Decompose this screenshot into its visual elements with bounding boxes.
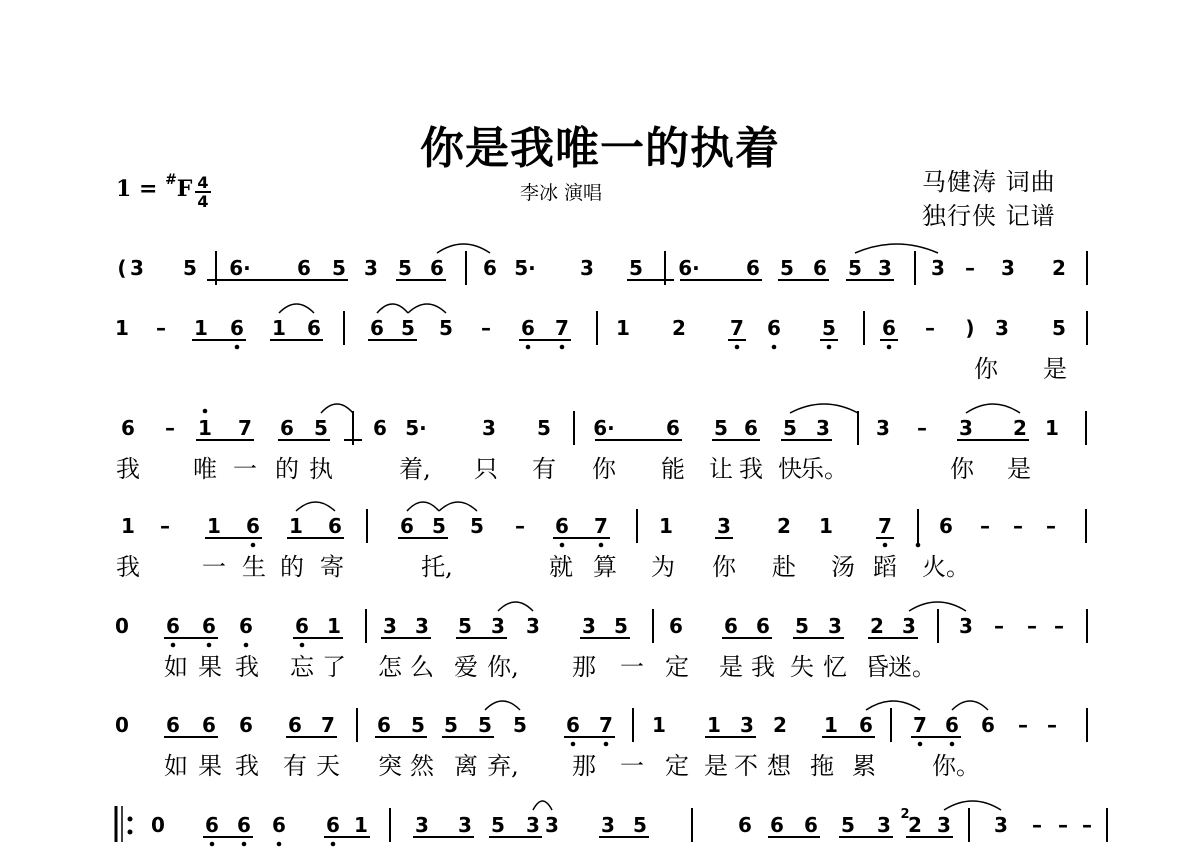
lyric-syllable: 有 — [532, 455, 556, 483]
lyric-syllable: 失 — [790, 653, 814, 681]
note: 6 — [373, 416, 387, 440]
note: 1 — [707, 713, 721, 737]
lyric-syllable: 定 — [665, 653, 689, 681]
note: 6 — [767, 316, 781, 340]
lyric-syllable: 你 — [592, 455, 616, 483]
note: 7 — [238, 416, 252, 440]
dash: – — [481, 316, 491, 340]
low-octave-dot — [277, 842, 282, 847]
note: 6 — [744, 416, 758, 440]
note: 5 — [432, 514, 446, 538]
lyric-syllable: 我 — [116, 553, 140, 581]
lyric-syllable: 你, — [487, 653, 519, 681]
low-octave-dot — [883, 543, 888, 548]
note: 6 — [377, 713, 391, 737]
key-signature: 1 = #F — [116, 172, 193, 202]
note: 6· — [678, 256, 700, 280]
lyric-syllable: 蹈 — [873, 553, 897, 581]
lyric-syllable: 的 — [280, 553, 304, 581]
note: 6 — [813, 256, 827, 280]
lyric-syllable: 着, — [399, 455, 431, 483]
lyric-syllable: 算 — [593, 553, 617, 581]
tie-slur — [437, 244, 490, 253]
tie-slur — [279, 304, 314, 313]
note: 0 — [115, 614, 129, 638]
lyric-syllable: 了 — [322, 653, 346, 681]
note: 5 — [1052, 316, 1066, 340]
note: 5 — [513, 713, 527, 737]
lyric-syllable: 是 — [1043, 355, 1067, 383]
lyric-syllable: 汤 — [831, 553, 855, 581]
lyric-syllable: 不 — [734, 752, 758, 780]
dash: – — [1046, 514, 1056, 538]
note: 6 — [370, 316, 384, 340]
note: 5 — [633, 813, 647, 837]
lyric-syllable: 天 — [316, 752, 340, 780]
note: 6· — [229, 256, 251, 280]
dash: – — [1032, 813, 1042, 837]
lyric-syllable: 突 — [378, 752, 402, 780]
note: 7 — [913, 713, 927, 737]
note: 3 — [491, 614, 505, 638]
lyric-syllable: 然 — [410, 752, 434, 780]
lyric-syllable: 能 — [661, 455, 685, 483]
note: 6 — [202, 614, 216, 638]
lyric-syllable: 为 — [651, 553, 675, 581]
note: 5· — [405, 416, 427, 440]
lyric-syllable: 你 — [974, 355, 998, 383]
note: 5 — [314, 416, 328, 440]
song-title: 你是我唯一的执着 — [420, 123, 780, 174]
note: 7 — [599, 713, 613, 737]
note: 3 — [526, 813, 540, 837]
note: 6 — [272, 813, 286, 837]
note: 1 — [121, 514, 135, 538]
lyric-syllable: 怎 — [378, 653, 402, 681]
tie-slur — [866, 701, 920, 710]
lyric-syllable: 离 — [454, 752, 478, 780]
note: 1 — [659, 514, 673, 538]
note: 1 — [327, 614, 341, 638]
note: 5 — [537, 416, 551, 440]
lyric-syllable: 忆 — [823, 653, 847, 681]
lyric-syllable: 生 — [242, 553, 266, 581]
lyric-syllable: 我 — [235, 653, 259, 681]
note: 6 — [566, 713, 580, 737]
lyric-syllable: 只 — [474, 455, 498, 483]
lyric-syllable: 是 — [1007, 455, 1031, 483]
note: 1 — [272, 316, 286, 340]
note: 7 — [555, 316, 569, 340]
note: 3 — [959, 416, 973, 440]
note: 2 — [777, 514, 791, 538]
note: 6 — [400, 514, 414, 538]
note: 1 — [115, 316, 129, 340]
lyric-syllable: 忘 — [290, 653, 314, 681]
lyric-syllable: 火。 — [922, 553, 970, 581]
note: 2 — [1052, 256, 1066, 280]
lyric-syllable: 如 — [164, 752, 188, 780]
tie-slur — [408, 304, 446, 313]
note: 5 — [848, 256, 862, 280]
lyric-syllable: 让 — [709, 455, 733, 483]
dash: – — [980, 514, 990, 538]
note: 3 — [582, 614, 596, 638]
lyric-syllable: 如 — [164, 653, 188, 681]
lyric-syllable: 就 — [549, 553, 573, 581]
singer-credit: 李冰 演唱 — [520, 182, 603, 204]
dash: – — [1058, 813, 1068, 837]
low-octave-dot — [772, 345, 777, 350]
note: 6 — [239, 614, 253, 638]
lyric-syllable: 昏 — [865, 653, 889, 681]
low-octave-dot — [916, 543, 921, 548]
lyric-syllable: 是 — [704, 752, 728, 780]
note: 5 — [478, 713, 492, 737]
low-octave-dot — [526, 345, 531, 350]
sharp-sign: # — [165, 172, 177, 188]
dash: – — [1013, 514, 1023, 538]
note: 3 — [902, 614, 916, 638]
dash: – — [156, 316, 166, 340]
note: 6 — [483, 256, 497, 280]
tie-slur — [407, 502, 439, 511]
note: 5 — [439, 316, 453, 340]
note: 5· — [514, 256, 536, 280]
note: 5 — [629, 256, 643, 280]
tie-slur — [439, 502, 477, 511]
low-octave-dot — [735, 345, 740, 350]
dash: – — [165, 416, 175, 440]
lyric-syllable: 果 — [198, 653, 222, 681]
dash: – — [994, 614, 1004, 638]
lyric-syllable: 一 — [620, 653, 644, 681]
note: 3 — [415, 614, 429, 638]
lyric-syllable: 我 — [116, 455, 140, 483]
note: 3 — [601, 813, 615, 837]
lyric-syllable: 你。 — [932, 752, 980, 780]
note: 2 — [773, 713, 787, 737]
low-octave-dot — [171, 643, 176, 648]
note: 3 — [877, 813, 891, 837]
lyric-syllable: 有 — [283, 752, 307, 780]
note: 3 — [995, 316, 1009, 340]
note: 6 — [326, 813, 340, 837]
lyric-syllable: 弃, — [487, 752, 519, 780]
low-octave-dot — [331, 842, 336, 847]
note: 5 — [401, 316, 415, 340]
low-octave-dot — [950, 742, 955, 747]
note: 5 — [444, 713, 458, 737]
tie-slur — [944, 801, 1001, 810]
lyric-syllable: 一 — [620, 752, 644, 780]
lyric-syllable: 迷。 — [888, 653, 936, 681]
note: 3 — [130, 256, 144, 280]
note: 1 — [824, 713, 838, 737]
note: 6 — [555, 514, 569, 538]
note: 3 — [878, 256, 892, 280]
lyric-syllable: 定 — [665, 752, 689, 780]
note: 6 — [756, 614, 770, 638]
low-octave-dot — [918, 742, 923, 747]
note: 6 — [981, 713, 995, 737]
note: 6 — [166, 614, 180, 638]
note: 3 — [1001, 256, 1015, 280]
lyric-syllable: 的 — [275, 455, 299, 483]
bracket: ) — [965, 316, 975, 340]
low-octave-dot — [887, 345, 892, 350]
note: 3 — [545, 813, 559, 837]
note: 6 — [297, 256, 311, 280]
lyric-syllable: 我 — [751, 653, 775, 681]
low-octave-dot — [244, 643, 249, 648]
note: 7 — [321, 713, 335, 737]
tie-slur — [855, 244, 938, 253]
dash: – — [925, 316, 935, 340]
lyric-syllable: 一 — [202, 553, 226, 581]
lyric-syllable: 想 — [767, 752, 791, 780]
note: 6 — [724, 614, 738, 638]
note: 6 — [521, 316, 535, 340]
note: 5 — [841, 813, 855, 837]
note: 6 — [121, 416, 135, 440]
note: 6 — [237, 813, 251, 837]
lyric-syllable: 我 — [235, 752, 259, 780]
note: 3 — [931, 256, 945, 280]
note: 6 — [239, 713, 253, 737]
lyric-syllable: 唯 — [193, 455, 217, 483]
dash: – — [1047, 713, 1057, 737]
low-octave-dot — [827, 345, 832, 350]
note: 7 — [878, 514, 892, 538]
high-octave-dot — [203, 409, 208, 414]
grace-note: 2 — [900, 807, 910, 822]
lyric-syllable: 果 — [198, 752, 222, 780]
dash: – — [515, 514, 525, 538]
tie-slur — [485, 701, 520, 710]
low-octave-dot — [571, 742, 576, 747]
dash: – — [160, 514, 170, 538]
note: 3 — [458, 813, 472, 837]
note: 6 — [882, 316, 896, 340]
note: 6 — [246, 514, 260, 538]
note: 7 — [594, 514, 608, 538]
note: 5 — [411, 713, 425, 737]
repeat-dot — [128, 830, 133, 835]
note: 5 — [614, 614, 628, 638]
low-octave-dot — [599, 543, 604, 548]
low-octave-dot — [560, 345, 565, 350]
low-octave-dot — [560, 543, 565, 548]
lyric-syllable: 赴 — [772, 553, 796, 581]
dash: – — [965, 256, 975, 280]
note: 3 — [828, 614, 842, 638]
note: 1 — [819, 514, 833, 538]
dash: – — [917, 416, 927, 440]
note: 5 — [183, 256, 197, 280]
note: 3 — [482, 416, 496, 440]
lyric-syllable: 那 — [572, 653, 596, 681]
note: 3 — [937, 813, 951, 837]
note: 2 — [672, 316, 686, 340]
note: 2 — [908, 813, 922, 837]
note: 6 — [202, 713, 216, 737]
lyric-syllable: 我 — [739, 455, 763, 483]
note: 6 — [307, 316, 321, 340]
note: 5 — [780, 256, 794, 280]
note: 3 — [717, 514, 731, 538]
lyric-syllable: 是 — [719, 653, 743, 681]
lyric-syllable: 爱 — [454, 653, 478, 681]
note: 6 — [746, 256, 760, 280]
note: 6 — [166, 713, 180, 737]
note: 6 — [770, 813, 784, 837]
low-octave-dot — [207, 643, 212, 648]
lyric-syllable: 快 — [778, 455, 802, 483]
note: 3 — [740, 713, 754, 737]
lyric-syllable: 么 — [410, 653, 434, 681]
note: 3 — [364, 256, 378, 280]
note: 6 — [430, 256, 444, 280]
note: 3 — [526, 614, 540, 638]
note: 7 — [730, 316, 744, 340]
lyric-syllable: 拖 — [810, 752, 834, 780]
note: 6 — [230, 316, 244, 340]
note: 3 — [415, 813, 429, 837]
lyric-syllable: 乐。 — [800, 455, 848, 483]
note: 1 — [194, 316, 208, 340]
note: 0 — [115, 713, 129, 737]
lyric-syllable: 托, — [421, 553, 453, 581]
tie-slur — [952, 701, 988, 710]
note: 3 — [816, 416, 830, 440]
note: 6 — [295, 614, 309, 638]
note: 6 — [280, 416, 294, 440]
note: 6 — [288, 713, 302, 737]
note: 6 — [328, 514, 342, 538]
tie-slur — [790, 404, 858, 413]
tie-slur — [966, 404, 1020, 413]
note: 1 — [198, 416, 212, 440]
time-signature: 4 4 — [194, 174, 212, 210]
low-octave-dot — [235, 345, 240, 350]
note: 5 — [795, 614, 809, 638]
note: 6 — [939, 514, 953, 538]
lyric-syllable: 执 — [309, 455, 333, 483]
tie-slur — [533, 801, 552, 810]
tie-slur — [377, 304, 408, 313]
note: 1 — [354, 813, 368, 837]
note: 6 — [859, 713, 873, 737]
note: 5 — [714, 416, 728, 440]
lyric-syllable: 你 — [950, 455, 974, 483]
note: 6 — [804, 813, 818, 837]
low-octave-dot — [604, 742, 609, 747]
lyric-syllable: 你 — [712, 553, 736, 581]
dash: – — [1054, 614, 1064, 638]
dash: – — [1018, 713, 1028, 737]
note: 6 — [945, 713, 959, 737]
note: 5 — [398, 256, 412, 280]
dash: – — [1082, 813, 1092, 837]
lyric-syllable: 寄 — [320, 553, 344, 581]
note: 1 — [207, 514, 221, 538]
low-octave-dot — [251, 543, 256, 548]
note: 5 — [332, 256, 346, 280]
note: 0 — [151, 813, 165, 837]
note: 3 — [876, 416, 890, 440]
note: 3 — [580, 256, 594, 280]
note: 3 — [959, 614, 973, 638]
note: 3 — [994, 813, 1008, 837]
lyric-syllable: 一 — [233, 455, 257, 483]
bracket: ( — [117, 256, 127, 280]
low-octave-dot — [242, 842, 247, 847]
note: 2 — [1013, 416, 1027, 440]
note: 6 — [666, 416, 680, 440]
repeat-dot — [128, 817, 133, 822]
lyricist-composer-credit: 马健涛 词曲 — [922, 168, 1056, 196]
note: 5 — [458, 614, 472, 638]
note: 5 — [470, 514, 484, 538]
note: 3 — [383, 614, 397, 638]
note: 6 — [205, 813, 219, 837]
note: 5 — [491, 813, 505, 837]
note: 1 — [1045, 416, 1059, 440]
low-octave-dot — [300, 643, 305, 648]
low-octave-dot — [210, 842, 215, 847]
dash: – — [1027, 614, 1037, 638]
lyric-syllable: 那 — [572, 752, 596, 780]
tie-slur — [296, 502, 335, 511]
tie-slur — [498, 602, 533, 611]
note: 5 — [822, 316, 836, 340]
transcriber-credit: 独行侠 记谱 — [922, 202, 1056, 230]
note: 5 — [783, 416, 797, 440]
note: 1 — [652, 713, 666, 737]
note: 1 — [616, 316, 630, 340]
note: 2 — [870, 614, 884, 638]
note: 1 — [289, 514, 303, 538]
note: 6 — [669, 614, 683, 638]
tie-slur — [321, 404, 353, 413]
note: 6 — [738, 813, 752, 837]
note: 6· — [593, 416, 615, 440]
lyric-syllable: 累 — [852, 752, 876, 780]
